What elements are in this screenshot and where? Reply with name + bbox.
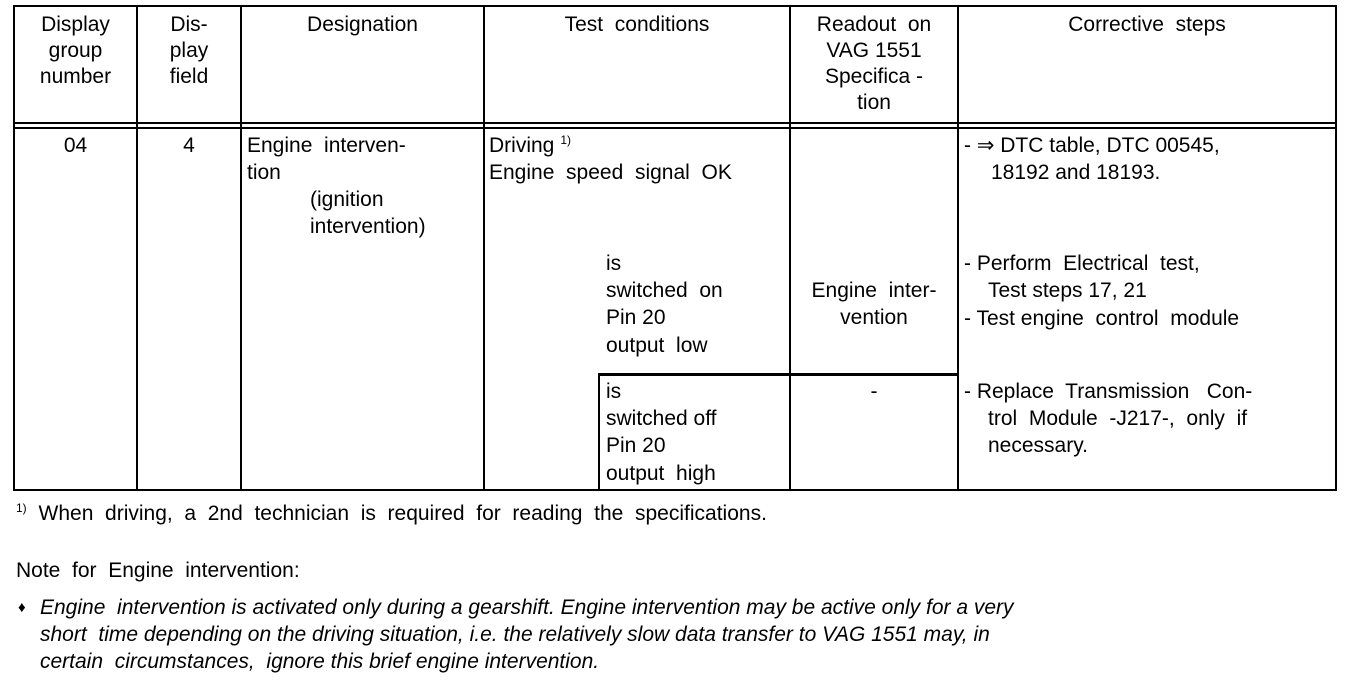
bullet-icon: ♦ [18,599,26,616]
col-divider-3 [483,5,485,491]
cell-display-field: 4 [183,134,195,157]
note-title: Note for Engine intervention: [16,559,300,582]
header-readout: Readout on VAG 1551 Specifica - tion [816,13,932,114]
header-separator-2 [13,127,1337,129]
table-border-bottom [13,489,1337,491]
header-test-conditions: Test conditions [564,13,710,36]
cell-group-number: 04 [63,134,88,157]
table-border-right [1335,5,1337,491]
header-designation: Designation [307,13,418,36]
driving-label: Driving [489,134,555,157]
test-sub-divider [598,376,600,490]
header-display-field: Dis- play field [169,13,209,88]
footnote-ref: 1) [560,133,572,147]
header-separator [13,122,1337,124]
subrow-divider [598,373,958,376]
footnote [16,500,767,527]
table-border-top [13,5,1337,7]
footnote-mark: 1) [16,501,27,515]
cell-readout-switched-off: - [870,380,878,403]
cell-readout-switched-on: Engine inter- vention [811,279,937,329]
footnote-text: When driving, a 2nd technician is required for reading the specifications. [38,502,767,525]
col-divider-5 [957,5,959,491]
header-corrective-steps: Corrective steps [1068,13,1226,36]
col-divider-2 [240,5,242,491]
header-display-group: Display group number [39,13,112,88]
